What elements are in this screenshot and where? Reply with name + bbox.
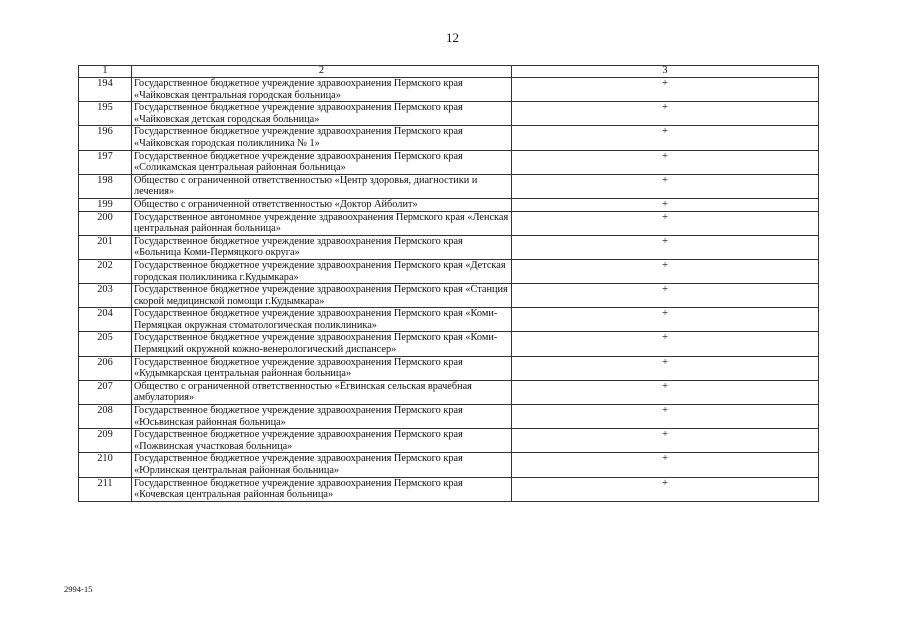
organization-name: Государственное бюджетное учреждение здравоохранения Пермского края «Кочевская центральная районная больница» [132,477,512,501]
organization-name: Государственное бюджетное учреждение здравоохранения Пермского края «Юсьвинская районная больница» [132,405,512,429]
row-number: 210 [79,453,132,477]
inclusion-mark: + [512,174,819,198]
row-number: 198 [79,174,132,198]
inclusion-mark: + [512,102,819,126]
table-row [79,150,819,174]
column-header-1: 1 [79,66,132,78]
table-row [79,235,819,259]
table-row [79,126,819,150]
registry-table [78,65,819,502]
inclusion-mark: + [512,78,819,102]
organization-name: Государственное бюджетное учреждение здравоохранения Пермского края «Чайковская центральная городская больница» [132,78,512,102]
table-row [79,174,819,198]
inclusion-mark: + [512,453,819,477]
table-row [79,332,819,356]
column-header-2: 2 [132,66,512,78]
row-number: 199 [79,198,132,211]
organization-name: Государственное бюджетное учреждение здравоохранения Пермского края «Коми-Пермяцкий окружной кожно-венерологический диспансер» [132,332,512,356]
column-header-3: 3 [512,66,819,78]
inclusion-mark: + [512,429,819,453]
organization-name: Государственное бюджетное учреждение здравоохранения Пермского края «Больница Коми-Пермяцкого округа» [132,235,512,259]
table-row [79,284,819,308]
organization-name: Государственное бюджетное учреждение здравоохранения Пермского края «Юрлинская центральная районная больница» [132,453,512,477]
row-number: 206 [79,356,132,380]
organization-name: Государственное бюджетное учреждение здравоохранения Пермского края «Чайковская детская городская больница» [132,102,512,126]
inclusion-mark: + [512,380,819,404]
inclusion-mark: + [512,150,819,174]
row-number: 196 [79,126,132,150]
page-number: 12 [446,30,459,45]
organization-name: Общество с ограниченной ответственностью «Доктор Айболит» [132,198,512,211]
inclusion-mark: + [512,477,819,501]
table-row [79,78,819,102]
inclusion-mark: + [512,284,819,308]
table-row [79,211,819,235]
table-row [79,102,819,126]
row-number: 197 [79,150,132,174]
inclusion-mark: + [512,211,819,235]
document-code: 2994-15 [64,584,93,594]
row-number: 207 [79,380,132,404]
table-row [79,259,819,283]
inclusion-mark: + [512,198,819,211]
inclusion-mark: + [512,259,819,283]
row-number: 204 [79,308,132,332]
organization-name: Государственное бюджетное учреждение здравоохранения Пермского края «Пожвинская участковая больница» [132,429,512,453]
inclusion-mark: + [512,405,819,429]
row-number: 208 [79,405,132,429]
row-number: 202 [79,259,132,283]
inclusion-mark: + [512,235,819,259]
inclusion-mark: + [512,126,819,150]
row-number: 201 [79,235,132,259]
organization-name: Государственное автономное учреждение здравоохранения Пермского края «Ленская центральная районная больница» [132,211,512,235]
organization-name: Государственное бюджетное учреждение здравоохранения Пермского края «Чайковская городская поликлиника № 1» [132,126,512,150]
organization-name: Государственное бюджетное учреждение здравоохранения Пермского края «Коми-Пермяцкая окружная стоматологическая поликлиника» [132,308,512,332]
header-row [79,66,819,78]
table-row [79,405,819,429]
organization-name: Общество с ограниченной ответственностью «Ёгвинская сельская врачебная амбулатория» [132,380,512,404]
table-row [79,356,819,380]
inclusion-mark: + [512,308,819,332]
row-number: 209 [79,429,132,453]
table-row [79,308,819,332]
table-row [79,198,819,211]
row-number: 205 [79,332,132,356]
table-row [79,380,819,404]
inclusion-mark: + [512,332,819,356]
organization-name: Государственное бюджетное учреждение здравоохранения Пермского края «Детская городская поликлиника г.Кудымкара» [132,259,512,283]
row-number: 200 [79,211,132,235]
table-row [79,453,819,477]
organization-name: Государственное бюджетное учреждение здравоохранения Пермского края «Кудымкарская центральная районная больница» [132,356,512,380]
row-number: 194 [79,78,132,102]
table-row [79,477,819,501]
organization-name: Государственное бюджетное учреждение здравоохранения Пермского края «Соликамская центральная районная больница» [132,150,512,174]
row-number: 195 [79,102,132,126]
row-number: 211 [79,477,132,501]
organization-name: Общество с ограниченной ответственностью «Центр здоровья, диагностики и лечения» [132,174,512,198]
inclusion-mark: + [512,356,819,380]
table-row [79,429,819,453]
row-number: 203 [79,284,132,308]
organization-name: Государственное бюджетное учреждение здравоохранения Пермского края «Станция скорой медицинской помощи г.Кудымкара» [132,284,512,308]
